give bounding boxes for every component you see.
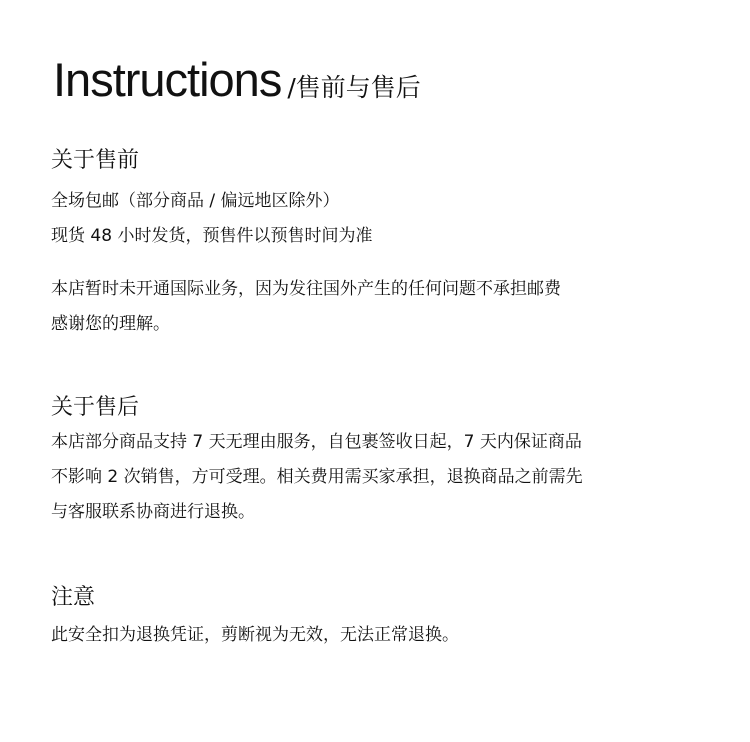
aftersale-line-1: 本店部分商品支持 7 天无理由服务，自包裹签收日起，7 天内保证商品 bbox=[51, 432, 582, 452]
page-title bbox=[53, 52, 421, 107]
title-main: Instructions bbox=[53, 53, 282, 106]
note-line-1: 此安全扣为退换凭证，剪断视为无效，无法正常退换。 bbox=[51, 625, 459, 645]
aftersale-section bbox=[51, 393, 731, 530]
aftersale-line-2: 不影响 2 次销售，方可受理。相关费用需买家承担，退换商品之前需先 bbox=[51, 467, 583, 487]
presale-heading: 关于售前 bbox=[51, 148, 140, 173]
aftersale-line-3: 与客服联系协商进行退换。 bbox=[51, 502, 255, 522]
title-subtitle: /售前与售后 bbox=[287, 73, 421, 102]
presale-notice-line-1: 本店暂时未开通国际业务，因为发往国外产生的任何问题不承担邮费 bbox=[51, 279, 561, 299]
presale-line-2: 现货 48 小时发货，预售件以预售时间为准 bbox=[51, 226, 373, 246]
aftersale-heading: 关于售后 bbox=[51, 395, 140, 420]
presale-line-1: 全场包邮（部分商品 / 偏远地区除外） bbox=[51, 191, 340, 211]
presale-notice-line-2: 感谢您的理解。 bbox=[51, 314, 170, 334]
note-section bbox=[51, 583, 731, 653]
note-heading: 注意 bbox=[51, 585, 96, 610]
presale-section bbox=[51, 146, 731, 342]
